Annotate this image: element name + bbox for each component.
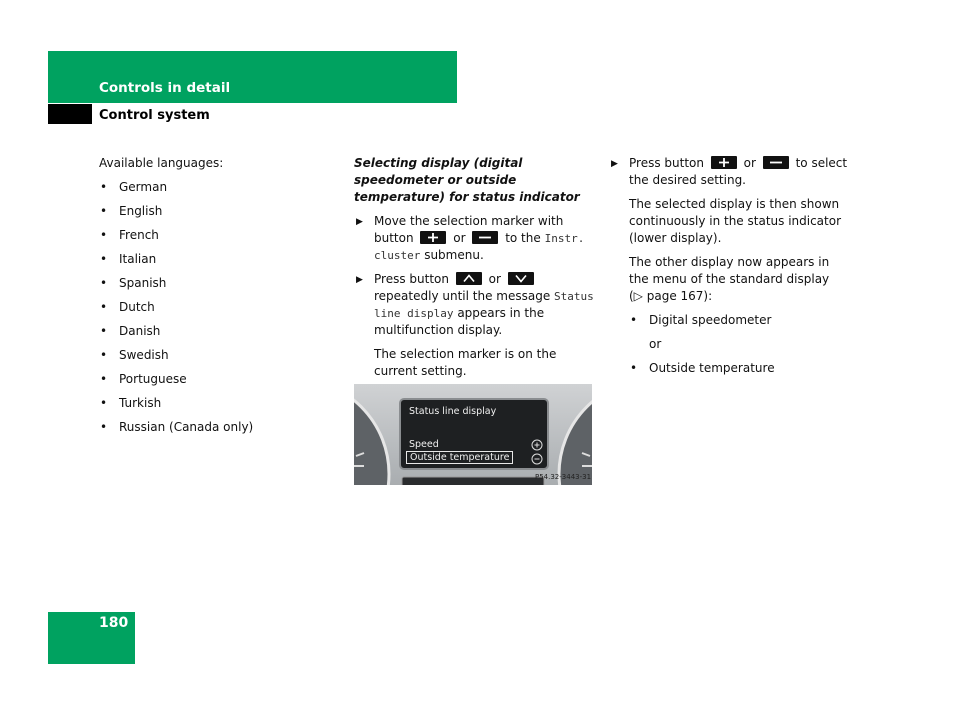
subsection-marker — [48, 104, 92, 124]
language-item: • French — [99, 227, 329, 244]
language-item: • Danish — [99, 323, 329, 340]
step-text: repeatedly until the message — [374, 289, 551, 303]
language-item: • Russian (Canada only) — [99, 419, 329, 436]
option-item: • Digital speedometer — [629, 312, 849, 329]
page-number: 180 — [99, 615, 129, 631]
display-options — [609, 312, 849, 377]
other-display-paragraph — [609, 254, 849, 305]
plus-button-icon — [420, 231, 446, 244]
or-text: or — [649, 337, 662, 351]
selection-marker-note: The selection marker is on the current setting. — [374, 347, 557, 378]
language-item: • Turkish — [99, 395, 329, 412]
plus-button-icon — [711, 156, 737, 169]
language-item: • German — [99, 179, 329, 196]
step-arrow-icon: ▶ — [611, 159, 618, 169]
language-item: • Italian — [99, 251, 329, 268]
multifunction-display-photo — [354, 384, 592, 485]
result-paragraph: The selected display is then shown continuously in the status indicator (lower display). — [629, 197, 842, 245]
step-text: Press button — [374, 272, 449, 286]
language-item: • Portuguese — [99, 371, 329, 388]
step-text: or — [743, 156, 756, 170]
options-list — [629, 312, 849, 329]
step-press-button — [354, 271, 594, 339]
language-item: • English — [99, 203, 329, 220]
step-text: Press button — [629, 156, 704, 170]
column-selecting-display — [354, 155, 594, 387]
column-languages — [99, 155, 329, 443]
up-button-icon — [456, 272, 482, 285]
display-message-code: Instr. cluster — [374, 232, 585, 262]
option-item: • Outside temperature — [629, 360, 849, 377]
subsection-title: Control system — [99, 108, 210, 123]
step-text: to select the desired setting. — [629, 156, 848, 187]
step-text: or — [453, 231, 466, 245]
instrument-cluster-graphic — [354, 384, 592, 485]
paragraph-text: The other display now appears in the menu of the standard display — [629, 255, 830, 286]
section-title: Controls in detail — [99, 80, 231, 96]
step-text: to the — [505, 231, 541, 245]
column-select-setting — [609, 155, 849, 384]
procedure-heading: Selecting display (digital speedometer or outside temperature) for status indicator — [354, 156, 580, 204]
step-text: submenu. — [424, 248, 484, 262]
step-move-marker — [354, 213, 594, 264]
options-list — [629, 360, 849, 377]
step-text: Move the selection marker with button — [374, 214, 564, 245]
display-option-outside-temperature: Outside temperature — [406, 451, 513, 464]
figure-code: P54.32-3443-31 — [535, 473, 592, 481]
minus-button-icon — [472, 231, 498, 244]
display-message-code: Status line display — [374, 290, 594, 320]
language-item: • Swedish — [99, 347, 329, 364]
language-item: • Dutch — [99, 299, 329, 316]
minus-button-icon — [763, 156, 789, 169]
page-reference-link[interactable]: (▷ page 167): — [629, 289, 713, 303]
step-arrow-icon: ▶ — [356, 217, 363, 227]
step-text: appears in the multifunction display. — [374, 306, 545, 337]
step-select-setting — [609, 155, 849, 189]
language-item: • Spanish — [99, 275, 329, 292]
step-arrow-icon: ▶ — [356, 275, 363, 285]
step-text: or — [488, 272, 501, 286]
down-button-icon — [508, 272, 534, 285]
display-line-title: Status line display — [409, 406, 497, 417]
languages-intro: Available languages: — [99, 156, 224, 170]
languages-list — [99, 179, 329, 436]
display-option-speed: Speed — [409, 439, 439, 450]
